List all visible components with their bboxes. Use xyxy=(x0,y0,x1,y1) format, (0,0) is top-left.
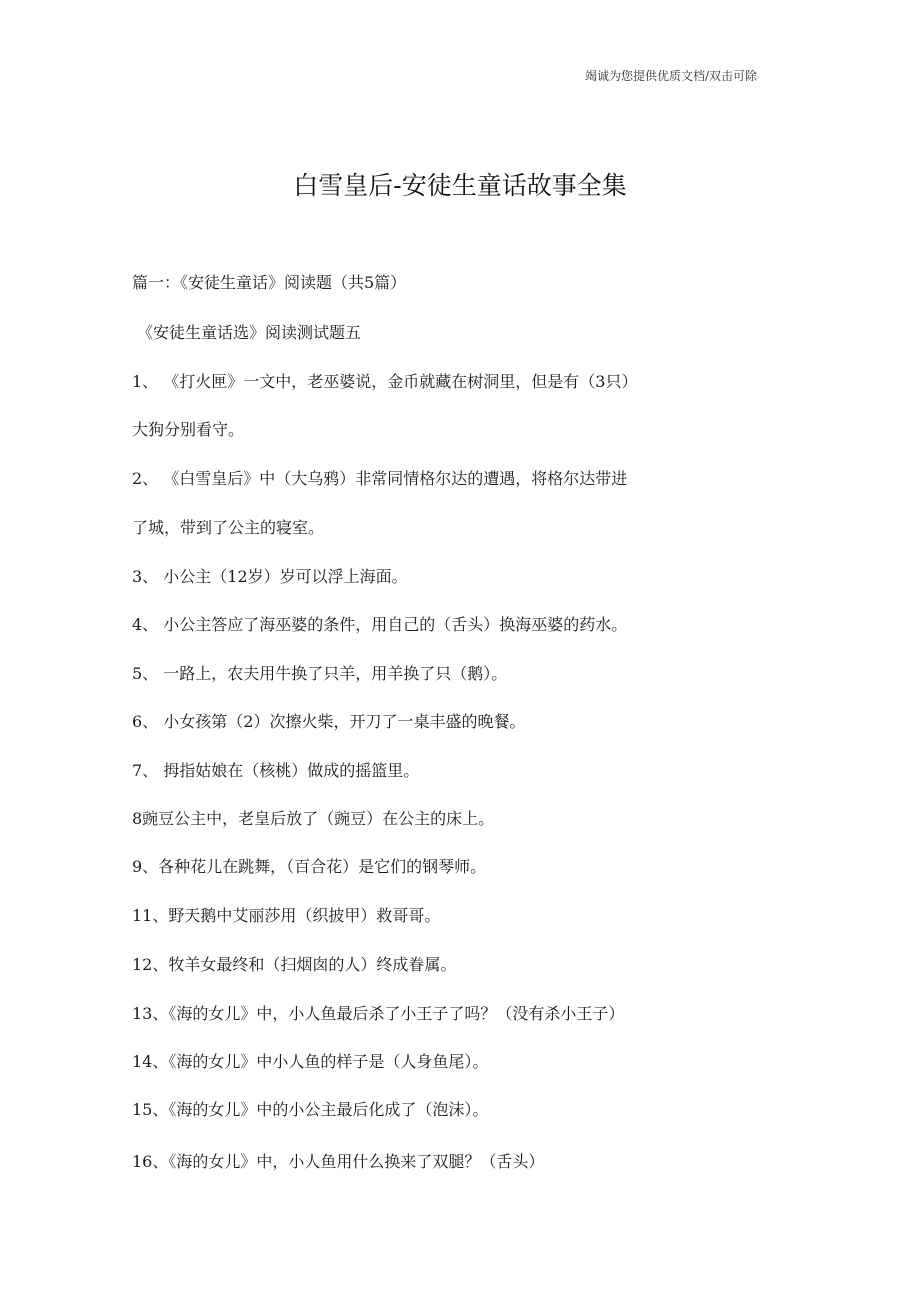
question-line: 了城，带到了公主的寝室。 xyxy=(132,518,325,537)
question-line: 8豌豆公主中，老皇后放了（豌豆）在公主的床上。 xyxy=(132,809,495,828)
question-line: 大狗分别看守。 xyxy=(132,420,245,439)
page-header-note: 竭诚为您提供优质文档/双击可除 xyxy=(585,69,758,83)
question-line: 3、 小公主（12岁）岁可以浮上海面。 xyxy=(132,567,408,586)
question-line: 2、 《白雪皇后》中（大乌鸦）非常同情格尔达的遭遇，将格尔达带进 xyxy=(132,469,628,488)
subheading: 《安徒生童话选》阅读测试题五 xyxy=(137,323,362,342)
question-line: 7、 拇指姑娘在（核桃）做成的摇篮里。 xyxy=(132,761,420,780)
question-line: 11、野天鹅中艾丽莎用（织披甲）救哥哥。 xyxy=(132,906,441,925)
question-line: 1、 《打火匣》一文中，老巫婆说，金币就藏在树洞里，但是有（3只） xyxy=(132,372,638,391)
section-heading: 篇一：《安徒生童话》阅读题（共5篇） xyxy=(132,273,407,292)
question-line: 12、牧羊女最终和（扫烟囱的人）终成眷属。 xyxy=(132,955,457,974)
question-line: 6、 小女孩第（2）次擦火柴，开刀了一桌丰盛的晚餐。 xyxy=(132,712,526,731)
document-title: 白雪皇后-安徒生童话故事全集 xyxy=(293,171,627,200)
question-line: 5、 一路上，农夫用牛换了只羊，用羊换了只（鹅）。 xyxy=(132,664,508,683)
question-line: 14、《海的女儿》中小人鱼的样子是（人身鱼尾）。 xyxy=(132,1052,489,1071)
question-line: 9、各种花儿在跳舞，（百合花）是它们的钢琴师。 xyxy=(132,857,487,876)
question-line: 4、 小公主答应了海巫婆的条件，用自己的（舌头）换海巫婆的药水。 xyxy=(132,615,628,634)
question-line: 13、《海的女儿》中，小人鱼最后杀了小王子了吗？（没有杀小王子） xyxy=(132,1004,625,1023)
question-line: 15、《海的女儿》中的小公主最后化成了（泡沫）。 xyxy=(132,1100,489,1119)
question-line: 16、《海的女儿》中，小人鱼用什么换来了双腿？（舌头） xyxy=(132,1152,545,1171)
